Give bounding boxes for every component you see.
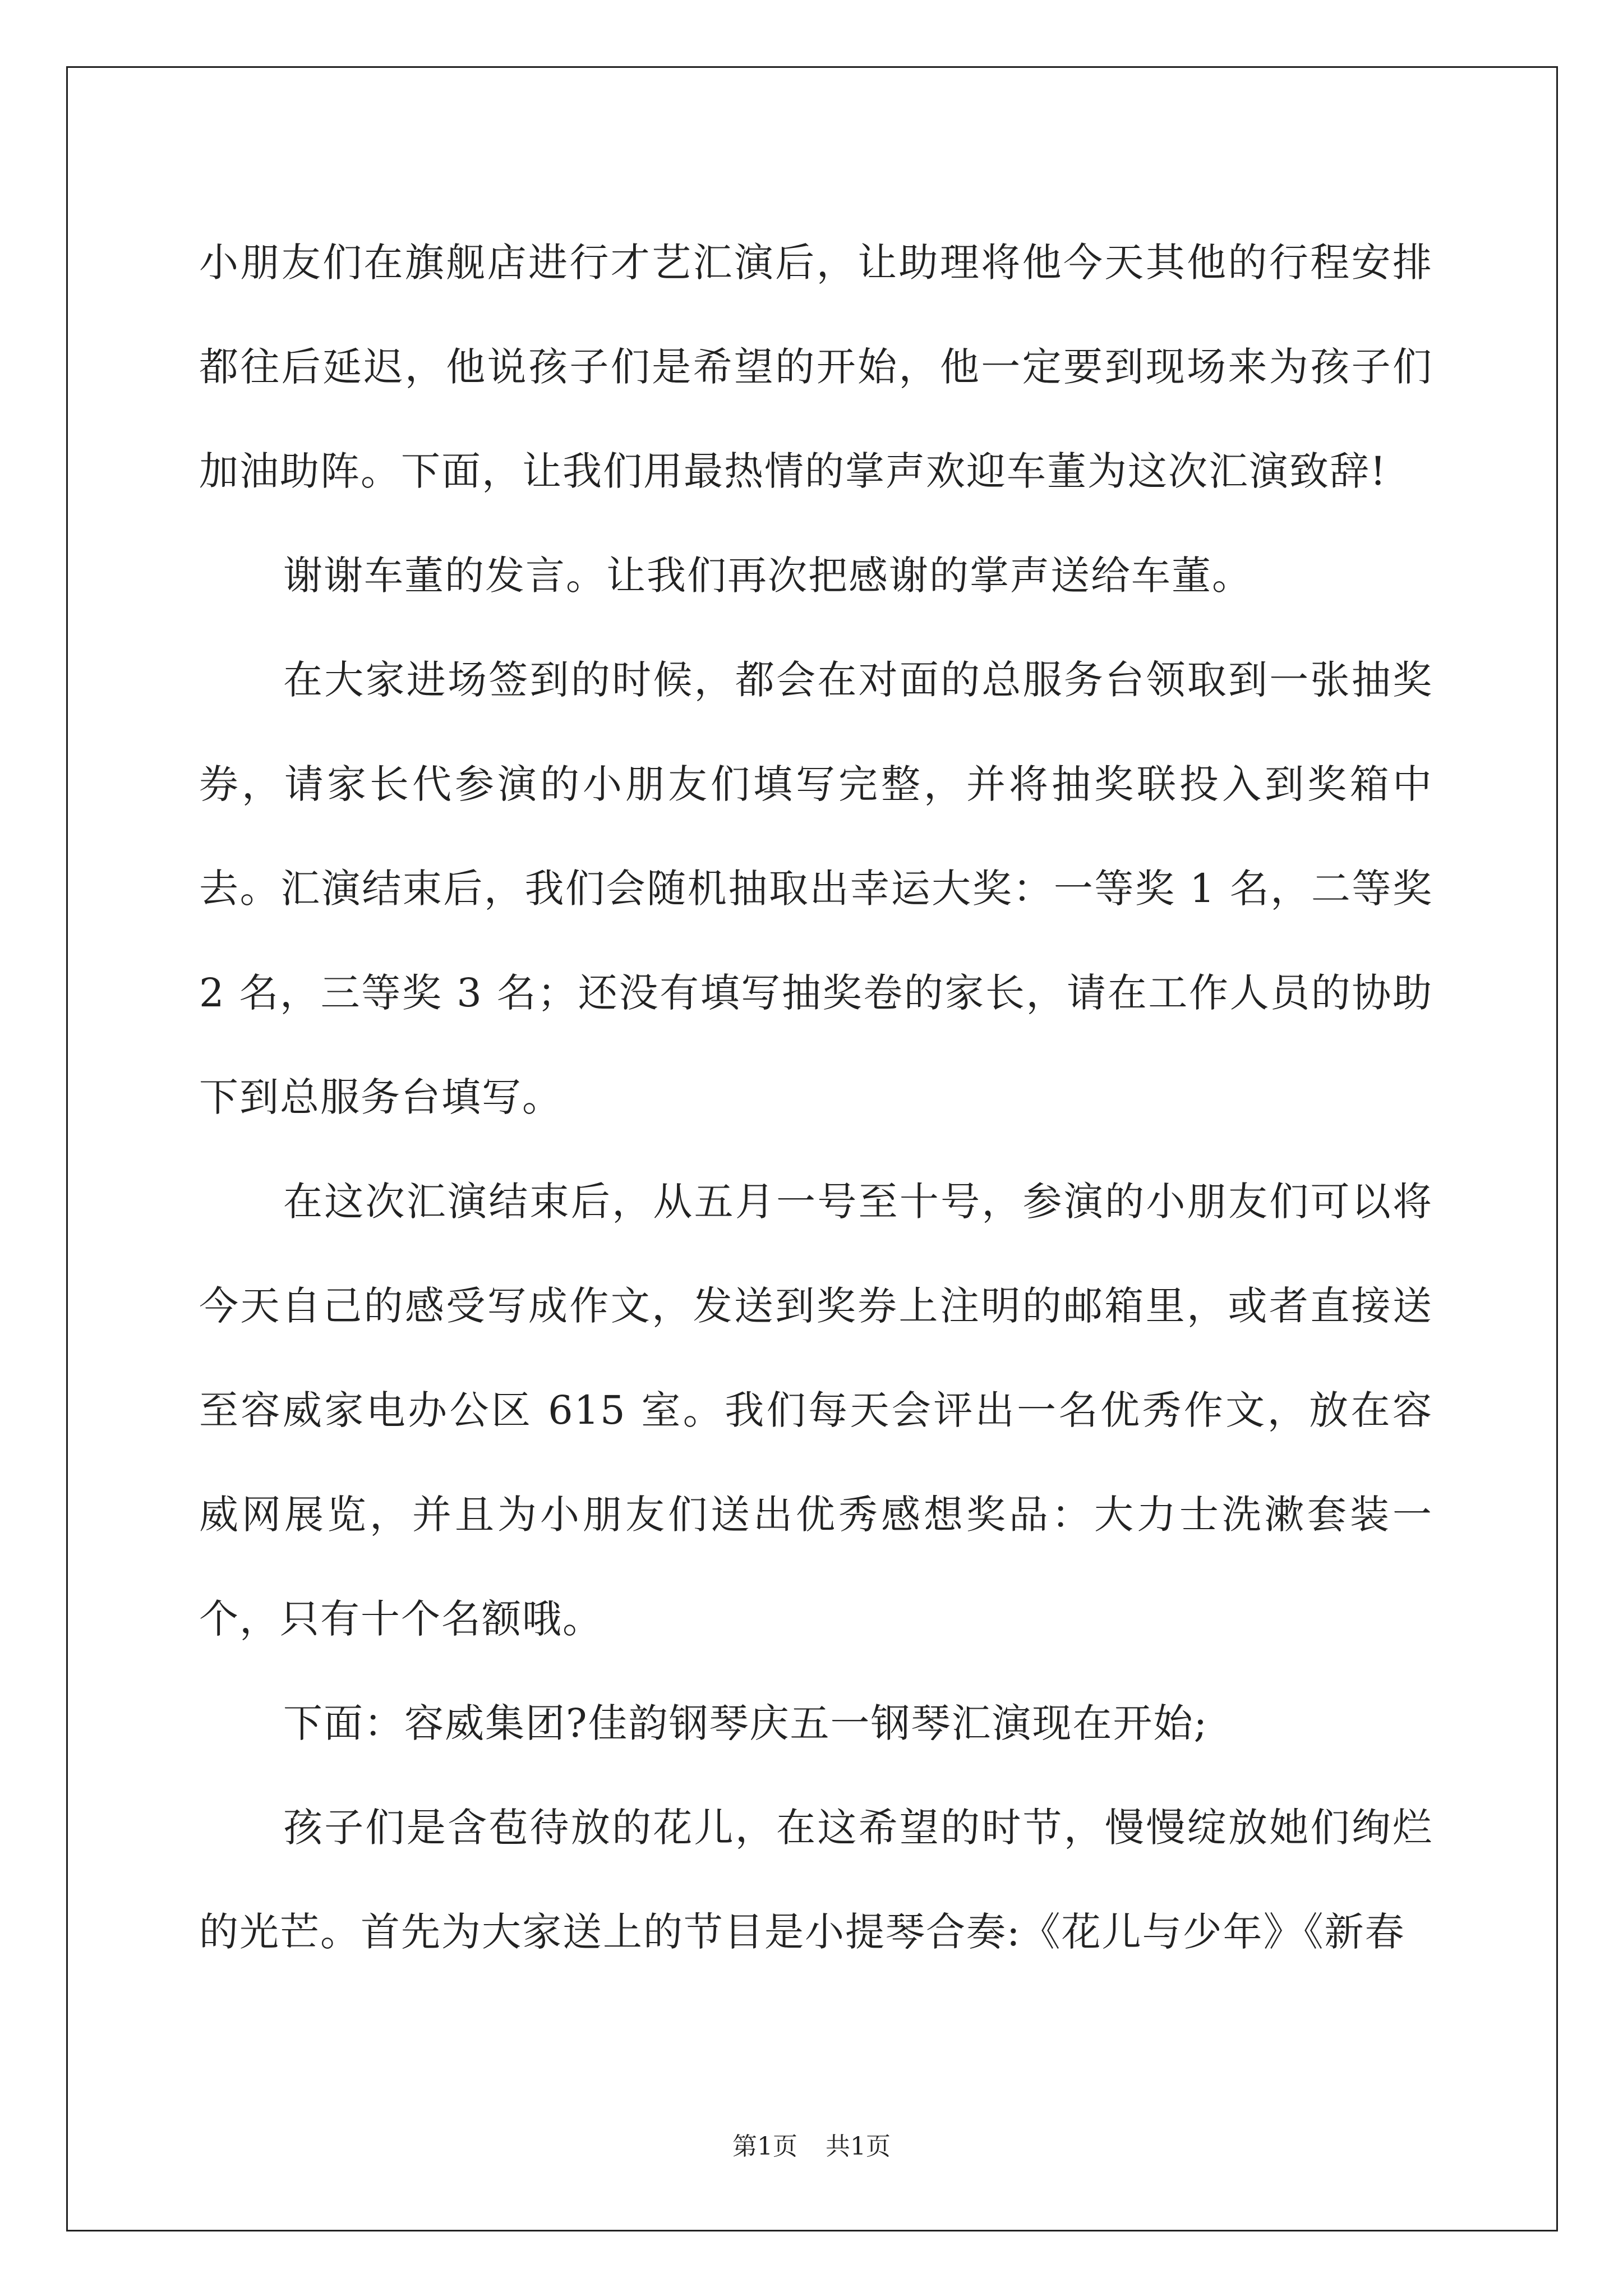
- page-number: 第1页: [732, 2132, 797, 2161]
- page-total: 共1页: [826, 2132, 891, 2161]
- paragraph-5: 下面：容威集团?佳韵钢琴庆五一钢琴汇演现在开始;: [283, 1700, 1209, 1746]
- paragraph-4: 在这次汇演结束后，从五月一号至十号，参演的小朋友们可以将今天自己的感受写成作文，发送到奖券上注明的邮箱里，或者直接送至容威家电办公区 615 室。我们每天会评出一名优秀作文，放在容威网展览，并且为小朋友们送出优秀感想奖品：大力士洗漱套装一个，只有十个名额哦。: [199, 1179, 1433, 1642]
- paragraph-3: 在大家进场签到的时候，都会在对面的总服务台领取到一张抽奖券，请家长代参演的小朋友们填写完整，并将抽奖联投入到奖箱中去。汇演结束后，我们会随机抽取出幸运大奖：一等奖 1 名，二等奖 2 名，三等奖 3 名；还没有填写抽奖卷的家长，请在工作人员的协助下到总服务台填写。: [199, 657, 1433, 1120]
- paragraph-6: 孩子们是含苞待放的花儿，在这希望的时节，慢慢绽放她们绚烂的光芒。首先为大家送上的节目是小提琴合奏:《花儿与少年》《新春: [199, 1805, 1433, 1955]
- paragraph-1: 小朋友们在旗舰店进行才艺汇演后，让助理将他今天其他的行程安排都往后延迟，他说孩子们是希望的开始，他一定要到现场来为孩子们加油助阵。下面，让我们用最热情的掌声欢迎车董为这次汇演致辞!: [199, 240, 1433, 494]
- document-body: [199, 210, 1433, 1984]
- page-footer: [0, 2126, 1623, 2162]
- paragraph-2: 谢谢车董的发言。让我们再次把感谢的掌声送给车董。: [283, 553, 1252, 599]
